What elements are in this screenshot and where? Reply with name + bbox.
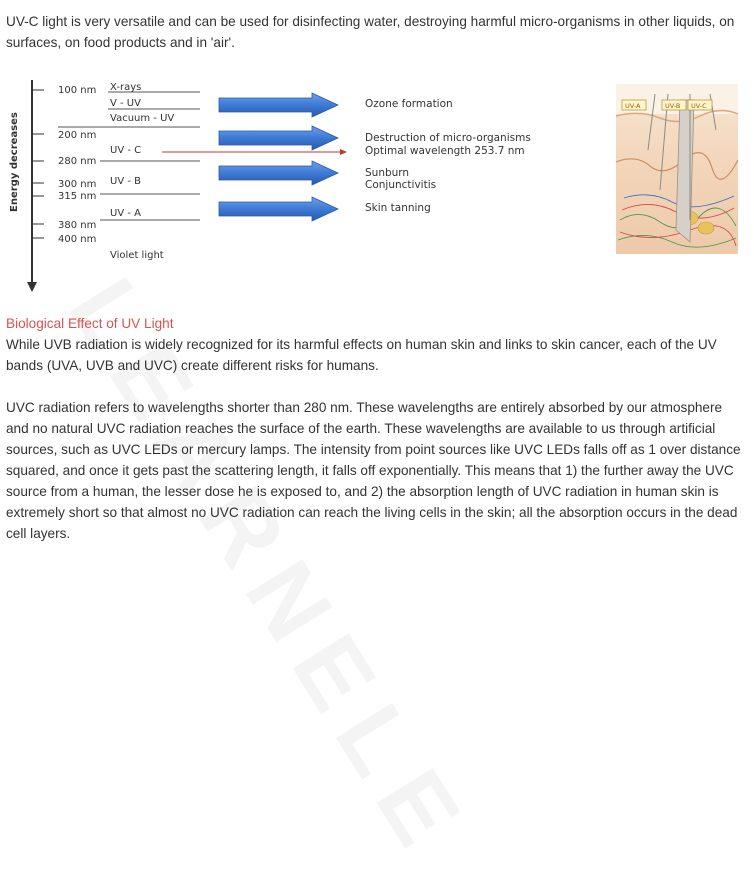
skin-tag-uvc <box>688 100 712 110</box>
arrow-uvc <box>219 126 338 150</box>
band-uvc: UV - C <box>110 145 142 156</box>
svg-text:UV-C: UV-C <box>691 102 707 110</box>
band-vuv: V - UV <box>110 98 141 109</box>
wavelength-315: 315 nm <box>58 191 97 202</box>
effect-conjunctivitis: Conjunctivitis <box>365 179 437 191</box>
band-uva: UV - A <box>110 208 141 219</box>
intro-paragraph: UV-C light is very versatile and can be used for disinfecting water, destroying harmful micro-organisms in other liquids, on surfaces, on food products and in 'air'. <box>6 14 735 50</box>
effect-optimal: Optimal wavelength 253.7 nm <box>365 145 525 157</box>
arrow-uvb <box>219 161 338 185</box>
band-uvb: UV - B <box>110 176 141 187</box>
skin-illustration <box>616 84 738 254</box>
effect-destruction: Destruction of micro-organisms <box>365 132 531 144</box>
band-xrays: X-rays <box>110 82 142 93</box>
uv-spectrum-figure <box>0 70 754 300</box>
uvc-radiation-paragraph: UVC radiation refers to wavelengths shorter than 280 nm. These wavelengths are entirely absorbed by our atmosphere and no natural UVC radiation reaches the surface of the earth. These wavelengths are available to us through artificial sources, such as UVC LEDs or mercury lamps. The intensity from point sources like UVC LEDs falls off as 1 over distance squared, and once it gets past the scattering length, it falls off exponentially. This means that 1) the further away the UVC source from a human, the lesser dose he is exposed to, and 2) the absorption length of UVC radiation in human skin is extremely short so that almost no UVC radiation can reach the living cells in the skin; all the absorption occurs in the dead cell layers. <box>6 400 741 541</box>
section-heading: Biological Effect of UV Light <box>6 316 174 331</box>
band-vacuum-uv: Vacuum - UV <box>110 113 175 124</box>
biological-effect-paragraph: While UVB radiation is widely recognized for its harmful effects on human skin and links to skin cancer, each of the UV bands (UVA, UVB and UVC) create different risks for humans. <box>6 337 717 373</box>
effect-ozone: Ozone formation <box>365 98 453 110</box>
skin-tag-uvb <box>662 100 686 110</box>
wavelength-200: 200 nm <box>58 130 97 141</box>
arrow-ozone <box>219 93 338 117</box>
effect-tanning: Skin tanning <box>365 202 431 214</box>
svg-text:UV-B: UV-B <box>665 102 681 110</box>
band-violet: Violet light <box>110 250 164 261</box>
effect-sunburn: Sunburn <box>365 167 410 179</box>
wavelength-400: 400 nm <box>58 234 97 245</box>
wavelength-380: 380 nm <box>58 220 97 231</box>
wavelength-280: 280 nm <box>58 156 97 167</box>
energy-axis-label: Energy decreases <box>9 112 20 212</box>
axis-ticks <box>32 90 44 238</box>
optimal-wavelength-pointer-head <box>340 149 347 155</box>
wavelength-100: 100 nm <box>58 85 97 96</box>
effect-arrows <box>219 93 338 221</box>
skin-tag-uva <box>622 100 646 110</box>
wavelength-300: 300 nm <box>58 179 97 190</box>
arrow-uva <box>219 197 338 221</box>
energy-axis-arrowhead <box>27 282 37 292</box>
svg-text:UV-A: UV-A <box>625 102 641 110</box>
